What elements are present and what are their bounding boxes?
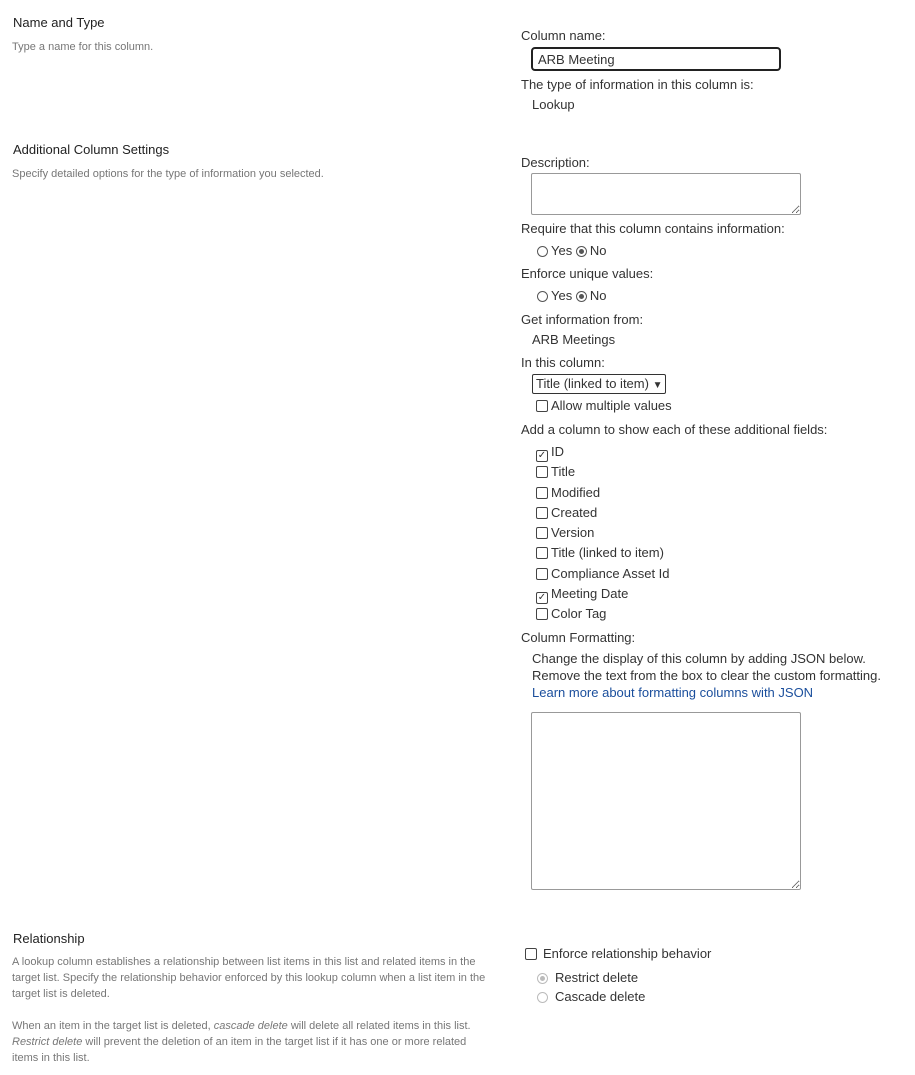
checkbox-icon: [536, 527, 548, 539]
field-checkbox[interactable]: [536, 606, 670, 626]
checkbox-icon: [536, 547, 548, 559]
allow-multiple-label: Allow multiple values: [551, 398, 672, 413]
field-label: Title: [551, 464, 576, 480]
checkbox-icon: ✓: [537, 592, 547, 604]
field-label: Compliance Asset Id: [551, 565, 670, 581]
relationship-desc1: A lookup column establishes a relationship between list items in this list and related items in the target list. Specify the relationship behavior enforced by this lookup column when a list item in the target list is deleted.: [12, 956, 486, 1000]
unique-radios: [537, 288, 606, 303]
field-checkbox[interactable]: [536, 444, 670, 464]
in-column-label: In this column:: [521, 355, 605, 370]
field-checkbox[interactable]: [536, 525, 670, 545]
field-checkbox[interactable]: [536, 545, 670, 565]
additional-desc: Specify detailed options for the type of information you selected.: [12, 168, 324, 180]
field-checkbox[interactable]: [536, 464, 670, 484]
field-label: Modified: [551, 484, 601, 500]
allow-multiple-checkbox[interactable]: [536, 398, 672, 413]
unique-label: Enforce unique values:: [521, 266, 654, 281]
relationship-desc2: When an item in the target list is deleted, cascade delete will delete all related items in this list. Restrict delete will prevent the deletion of an item in the target list if it has one or more related items in this list.: [12, 1020, 471, 1064]
formatting-line1: Change the display of this column by adding JSON below.: [532, 651, 866, 666]
checkbox-icon: [536, 507, 548, 519]
chevron-down-icon: ▼: [652, 380, 663, 391]
yes-label: Yes: [551, 288, 573, 303]
enforce-checkbox[interactable]: [525, 946, 711, 961]
require-label: Require that this column contains information:: [521, 221, 785, 236]
description-textarea[interactable]: [531, 173, 801, 215]
in-column-value: Title (linked to item): [536, 376, 649, 391]
field-label: ID: [551, 444, 564, 459]
checkbox-icon: [536, 487, 548, 499]
fields-label: Add a column to show each of these additional fields:: [521, 422, 828, 437]
formatting-line2: Remove the text from the box to clear the custom formatting.: [532, 668, 881, 683]
cascade-delete-radio[interactable]: [537, 989, 645, 1004]
field-checkbox[interactable]: [536, 566, 670, 586]
checkbox-icon: ✓: [537, 450, 547, 461]
field-checkbox[interactable]: [536, 505, 670, 525]
unique-no-radio[interactable]: [576, 288, 607, 303]
formatting-label: Column Formatting:: [521, 630, 636, 645]
require-radios: [537, 243, 606, 258]
in-column-select[interactable]: [532, 374, 666, 394]
get-info-value: ARB Meetings: [532, 332, 616, 347]
require-yes-radio[interactable]: [537, 243, 572, 258]
column-name-label: Column name:: [521, 28, 606, 43]
fields-list: [536, 444, 670, 627]
restrict-label: Restrict delete: [555, 970, 639, 985]
formatting-link[interactable]: Learn more about formatting columns with JSON: [532, 685, 814, 700]
field-label: Title (linked to item): [551, 545, 664, 561]
cascade-label: Cascade delete: [555, 989, 646, 1004]
type-value: Lookup: [532, 97, 575, 112]
field-label: Meeting Date: [551, 586, 629, 602]
get-info-label: Get information from:: [521, 312, 644, 327]
enforce-label: Enforce relationship behavior: [543, 946, 712, 961]
formatting-help: [532, 650, 881, 701]
no-label: No: [589, 288, 607, 303]
additional-heading: Additional Column Settings: [13, 142, 170, 157]
type-label: The type of information in this column is:: [521, 77, 754, 92]
field-label: Color Tag: [551, 606, 607, 622]
name-type-desc: Type a name for this column.: [12, 41, 154, 53]
field-label: Created: [551, 504, 598, 520]
name-type-heading: Name and Type: [13, 15, 105, 30]
formatting-textarea[interactable]: [531, 712, 801, 890]
description-label: Description:: [521, 155, 590, 170]
checkbox-icon: [536, 466, 548, 478]
yes-label: Yes: [551, 243, 573, 258]
column-name-input[interactable]: [531, 47, 781, 71]
checkbox-icon: [536, 608, 548, 620]
field-checkbox[interactable]: [536, 586, 670, 606]
no-label: No: [589, 243, 607, 258]
restrict-delete-radio[interactable]: [537, 970, 638, 985]
unique-yes-radio[interactable]: [537, 288, 572, 303]
require-no-radio[interactable]: [576, 243, 607, 258]
relationship-heading: Relationship: [13, 931, 85, 946]
field-checkbox[interactable]: [536, 485, 670, 505]
checkbox-icon: [536, 568, 548, 580]
field-label: Version: [551, 525, 595, 541]
